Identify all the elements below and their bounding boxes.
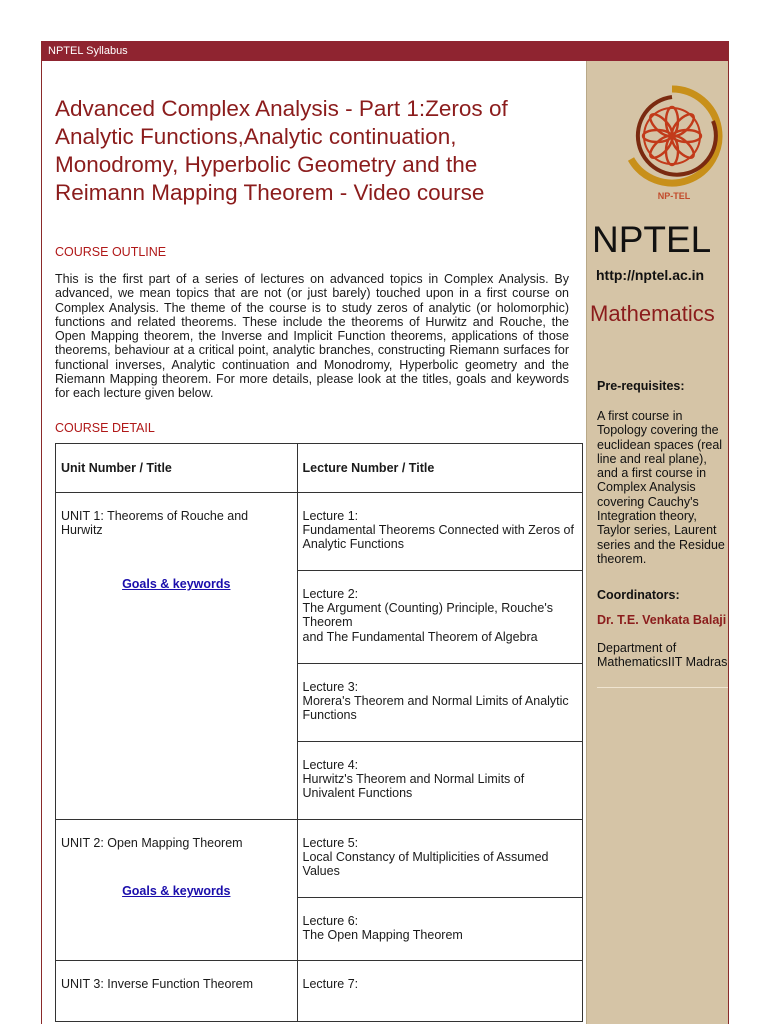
- top-bar: [42, 41, 728, 61]
- sidebar: [586, 61, 728, 1024]
- main-content: [42, 61, 586, 1024]
- nptel-logo: [617, 81, 727, 201]
- unit-title: UNIT 2: Open Mapping Theorem: [61, 835, 243, 850]
- unit-cell: [56, 819, 298, 960]
- header-label: NPTEL Syllabus: [48, 45, 128, 57]
- page-title: Advanced Complex Analysis - Part 1:Zeros of Analytic Functions,Analytic continuation, Monodromy, Hyperbolic Geometry and the Reimann Mapping Theorem - Video course: [55, 96, 508, 205]
- unit-title: UNIT 3: Inverse Function Theorem: [61, 976, 253, 991]
- sidebar-divider: [597, 687, 729, 688]
- lecture-title: Hurwitz's Theorem and Normal Limits of Univalent Functions: [302, 771, 525, 801]
- coordinator-department: Department of MathematicsIIT Madras: [597, 641, 728, 670]
- course-outline-heading: COURSE OUTLINE: [55, 245, 167, 259]
- site-url: http://nptel.ac.in: [596, 267, 705, 283]
- table-header-row: [56, 443, 583, 492]
- course-outline-text: This is the first part of a series of lectures on advanced topics in Complex Analysis. By advanced, we mean topics that are not (or just barely) touched upon in a first course on Complex Analysis. The theme of the course is to study zeros of analytic (or holomorphic) functions and related theorems. These include the theorems of Hurwitz and Rouche, the Open Mapping theorem, the Inverse and Implicit Function theorems, applications of those theorems, behaviour at a critical point, analytic branches, constructing Riemann surfaces for functional inverses, Analytic continuation and Monodromy, Hyperbolic geometry and the Riemann Mapping theorem. For more details, please look at the titles, goals and keywords for each lecture given below.: [55, 272, 569, 401]
- lecture-cell: [297, 663, 582, 741]
- lecture-number: Lecture 4:: [302, 757, 359, 772]
- lecture-cell: [297, 960, 582, 1021]
- lecture-cell: [297, 492, 582, 570]
- unit-cell: [56, 492, 298, 819]
- course-detail-table: [55, 443, 583, 1022]
- page-frame: [41, 41, 729, 1024]
- lecture-title: The Argument (Counting) Principle, Rouche's Theorem: [302, 600, 553, 630]
- lecture-number: Lecture 5:: [302, 835, 359, 850]
- goals-keywords-link[interactable]: Goals & keywords: [122, 577, 231, 592]
- coordinator-name: Dr. T.E. Venkata Balaji: [597, 613, 727, 627]
- prerequisites-heading: Pre-requisites:: [597, 379, 685, 393]
- lecture-cell: [297, 819, 582, 897]
- unit-title: UNIT 1: Theorems of Rouche and Hurwitz: [61, 508, 249, 537]
- lecture-cell: [297, 897, 582, 960]
- lecture-number: Lecture 6:: [302, 913, 359, 928]
- table-row: [56, 819, 583, 897]
- nptel-logo-icon: [617, 81, 727, 191]
- goals-keywords-link[interactable]: Goals & keywords: [122, 883, 231, 898]
- lecture-title: Morera's Theorem and Normal Limits of Analytic Functions: [302, 693, 569, 723]
- lecture-number: Lecture 3:: [302, 679, 359, 694]
- coordinators-heading: Coordinators:: [597, 588, 680, 602]
- unit-cell: [56, 960, 298, 1021]
- lecture-title: The Open Mapping Theorem: [302, 927, 463, 942]
- table-row: [56, 492, 583, 570]
- logo-caption: NP-TEL: [657, 191, 691, 201]
- lecture-number: Lecture 1:: [302, 508, 359, 523]
- brand-name: NPTEL: [592, 219, 712, 260]
- table-row: [56, 960, 583, 1021]
- course-detail-heading: COURSE DETAIL: [55, 420, 155, 435]
- unit-column-header: Unit Number / Title: [56, 443, 298, 492]
- lecture-number: Lecture 2:: [302, 586, 359, 601]
- lecture-title: Local Constancy of Multiplicities of Assumed Values: [302, 849, 549, 879]
- lecture-number: Lecture 7:: [302, 976, 359, 991]
- lecture-cell: [297, 570, 582, 663]
- lecture-column-header: Lecture Number / Title: [297, 443, 582, 492]
- lecture-title-continued: and The Fundamental Theorem of Algebra: [302, 629, 538, 644]
- prerequisites-text: A first course in Topology covering the euclidean spaces (real line and real plane), and a first course in Complex Analysis covering Cauchy's Integration theory, Taylor series, Laurent series and the Residue theorem.: [597, 409, 725, 566]
- lecture-cell: [297, 741, 582, 819]
- department-name: Mathematics: [590, 301, 715, 326]
- lecture-title: Fundamental Theorems Connected with Zeros of Analytic Functions: [302, 522, 574, 552]
